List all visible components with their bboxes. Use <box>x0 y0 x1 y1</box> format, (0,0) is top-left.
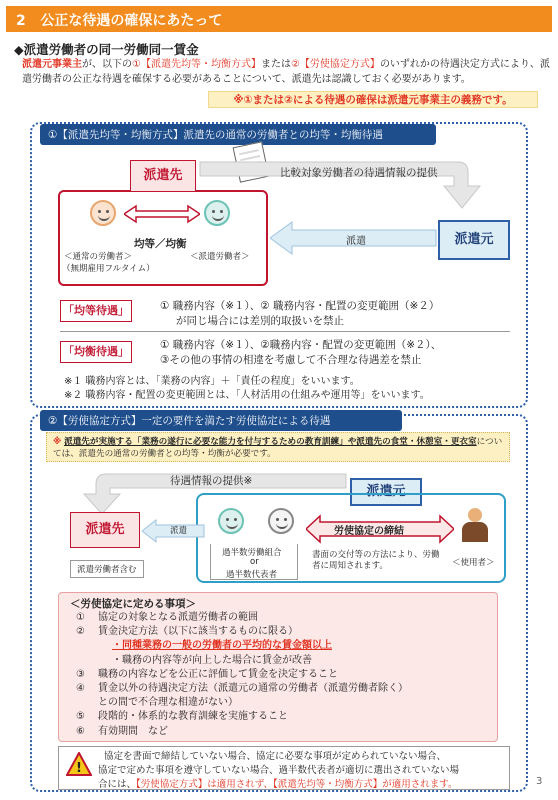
intro-paragraph <box>22 57 550 87</box>
items-list <box>76 611 496 739</box>
kinko-line1: ① 職務内容（※１）、②職務内容・配置の変更範囲（※２）、 <box>160 339 442 351</box>
balance-label: 均等／均衡 <box>134 238 187 250</box>
employer-label: ＜使用者＞ <box>452 558 495 568</box>
list-item-number: ④ <box>76 682 85 694</box>
union-face-icon-2 <box>268 508 294 534</box>
warning-line3b: 【労使協定方式】は適用されず、【派遣先均等・均衡方式】が適用されます。 <box>136 779 458 790</box>
dispatch-worker-label: ＜派遣労働者＞ <box>190 252 250 262</box>
list-item-text: 有効期間 など <box>98 725 168 737</box>
list-item-text: ・職務の内容等が向上した場合に賃金が改善 <box>112 654 312 666</box>
dispatch-label-2: 派遣 <box>170 526 188 536</box>
list-item-number: ③ <box>76 668 85 680</box>
list-item <box>76 639 496 653</box>
page-number: 3 <box>536 776 543 787</box>
includes-label: 派遣労働者含む <box>70 560 144 578</box>
notice-text: 書面の交付等の方法により、労働者に周知されます。 <box>312 550 440 571</box>
intro-text1: が、以下の <box>82 59 132 70</box>
items-title: ＜労使協定に定める事項＞ <box>70 598 196 610</box>
intro-option2: ②【労使協定方式】 <box>290 59 380 70</box>
intro-text3: のいずれかの待遇決定方式により、派遣労働者の公正な待遇を確保する必要があることについて、派遣先は認識しておく必要があります。 <box>22 59 550 85</box>
regular-worker-face-icon <box>90 200 116 226</box>
obligation-note: ※①または②による待遇の確保は派遣元事業主の義務です。 <box>208 91 538 108</box>
footnote-1: ※１ 職務内容とは、「業務の内容」＋「責任の程度」をいいます。 <box>64 376 360 387</box>
union-face-icon-1 <box>218 508 244 534</box>
panel2-title: ②【労使協定方式】一定の要件を満たす労使協定による待遇 <box>40 410 402 431</box>
list-item-text: 職務の内容などを公正に評価して賃金を決定すること <box>98 668 338 680</box>
list-item <box>76 611 496 625</box>
svg-text:!: ! <box>76 761 82 776</box>
section-number: 2 <box>16 13 26 29</box>
warning-icon <box>66 752 92 776</box>
info-label-1: 比較対象労働者の待遇情報の提供 <box>280 167 438 179</box>
warning-line3 <box>98 776 458 790</box>
section-header <box>6 6 552 32</box>
regular-worker-sub: （無期雇用フルタイム） <box>62 264 155 274</box>
list-item-number: ⑥ <box>76 725 85 737</box>
haken-saki-label-2: 派遣先 <box>70 512 140 548</box>
dispatch-label-1: 派遣 <box>346 236 366 247</box>
divider <box>60 331 510 332</box>
list-item-text: 協定の対象となる派遣労働者の範囲 <box>98 612 258 623</box>
kinto-line1: ① 職務内容（※１）、② 職務内容・配置の変更範囲（※２） <box>160 300 440 312</box>
warning-line2: 協定で定めた事項を遵守していない場合、過半数代表者が適切に選出されていない場 <box>98 765 460 776</box>
list-item-text: 賃金決定方法（以下に該当するものに限る） <box>98 626 298 638</box>
intro-text2: または <box>260 59 291 70</box>
regular-worker-label: ＜通常の労働者＞ <box>64 252 133 262</box>
dispatch-worker-face-icon <box>204 200 230 226</box>
list-item-text: との間で不合理な相違がない） <box>98 697 238 709</box>
haken-moto-label-1: 派遣元 <box>438 220 510 260</box>
intro-option1: ①【派遣先均等・均衡方式】 <box>132 59 261 70</box>
kinko-tag: 「均衡待遇」 <box>60 341 132 363</box>
kinko-line2: ③その他の事情の相違を考慮して不合理な待遇差を禁止 <box>160 354 422 366</box>
list-item <box>76 696 496 710</box>
list-item <box>76 625 496 639</box>
note-mark: ※ <box>53 437 62 447</box>
list-item-number: ② <box>76 626 85 638</box>
note-bold: 派遣先が実施する「業務の遂行に必要な能力を付与するための教育訓練」や派遣先の食堂・休憩室・更衣室 <box>64 437 477 447</box>
list-item-text: ・同種業務の一般の労働者の平均的な賃金額以上 <box>112 640 332 652</box>
list-item <box>76 710 496 724</box>
list-item <box>76 725 496 739</box>
list-item <box>76 654 496 668</box>
list-item-text: 賃金以外の待遇決定方法（派遣元の通常の労働者（派遣労働者除く） <box>98 682 408 694</box>
list-item-text: 段階的・体系的な教育訓練を実施すること <box>98 711 288 723</box>
kinto-tag: 「均等待遇」 <box>60 300 132 322</box>
union-2: 過半数代表者 <box>226 570 278 580</box>
union-or: or <box>250 557 259 567</box>
union-1: 過半数労働組合 <box>222 548 282 558</box>
intro-lead: 派遣元事業主 <box>22 59 82 70</box>
list-item <box>76 682 496 696</box>
employer-icon <box>460 508 490 542</box>
note-rest: については、派遣先の通常の労働者との均等・均衡が必要です。 <box>53 437 503 459</box>
info-label-2: 待遇情報の提供※ <box>170 475 253 487</box>
warning-line1: 協定を書面で締結していない場合、協定に必要な事項が定められていない場合、 <box>104 751 447 762</box>
haken-saki-label-1: 派遣先 <box>130 160 196 192</box>
balance-arrow <box>124 204 200 224</box>
kinto-line2: が同じ場合には差別的取扱いを禁止 <box>176 315 344 327</box>
footnote-2: ※２ 職務内容・配置の変更範囲とは、「人材活用の仕組みや運用等」をいいます。 <box>64 390 430 401</box>
list-item-number: ① <box>76 612 85 623</box>
list-item-number: ⑤ <box>76 711 85 723</box>
subsection-heading: ◆派遣労働者の同一労働同一賃金 <box>14 42 199 57</box>
warning-line3a: 合には、 <box>98 779 137 790</box>
panel1-title: ①【派遣先均等・均衡方式】派遣先の通常の労働者との均等・均衡待遇 <box>40 124 436 145</box>
panel2-note <box>46 432 510 462</box>
list-item <box>76 668 496 682</box>
kyotei-label: 労使協定の締結 <box>334 526 404 537</box>
section-title: 公正な待遇の確保にあたって <box>40 13 223 29</box>
haken-moto-label-2: 派遣元 <box>350 478 422 506</box>
